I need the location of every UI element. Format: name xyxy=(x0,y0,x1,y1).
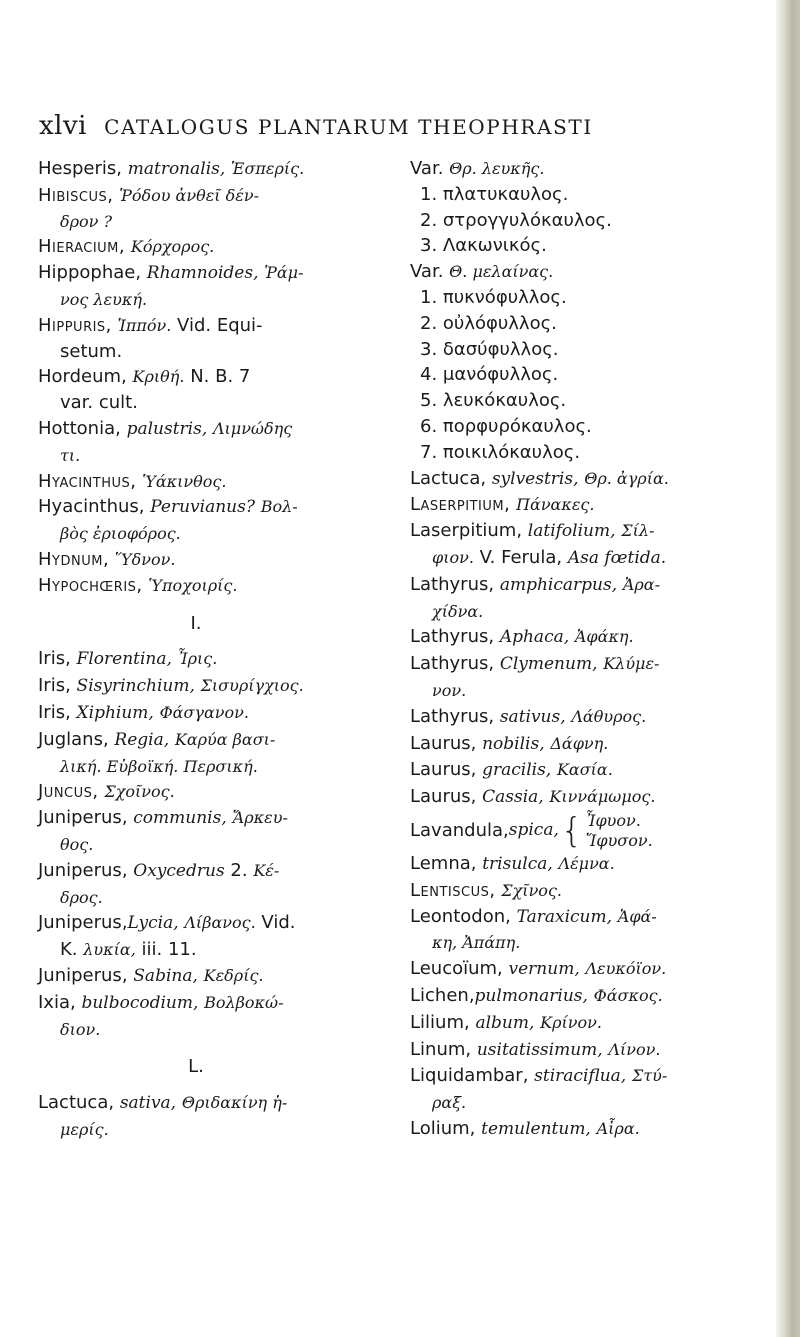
entry-leucoium: Leucoïum, vernum, Λευκόϊον. xyxy=(410,958,667,980)
running-head xyxy=(39,111,769,141)
variety-item: 2. στρογγυλόκαυλος. xyxy=(420,209,612,231)
entry-hypochoeris: Hypochœris, Ὑποχοιρίς. xyxy=(38,574,238,596)
entry-iris-xiphium: Iris, Xiphium, Φάσγανον. xyxy=(38,701,249,723)
entry-hottonia: Hottonia, palustris, Λιμνώδης xyxy=(38,417,293,439)
entry-juniperus-lycia: Juniperus,Lycia, Λίβανος. Vid. xyxy=(38,912,296,934)
entry-iris-florentina: Iris, Florentina, Ἶρις. xyxy=(38,648,218,670)
entry-lavandula: Lavandula, spica, { Ἶφυον. Ἴφυσον. xyxy=(410,810,653,851)
entry-laurus-cassia: Laurus, Cassia, Κιννάμωμος. xyxy=(410,786,656,808)
entry-juniperus-oxycedrus: Juniperus, Oxycedrus 2. Κέ- xyxy=(38,859,280,881)
entry-hyacinthus: Hyacinthus, Ὑάκινθος. xyxy=(38,470,227,492)
entry-leontodon: Leontodon, Taraxicum, Ἀφά- xyxy=(410,905,657,927)
entry-lathyrus-sativus: Lathyrus, sativus, Λάθυρος. xyxy=(410,705,647,727)
entry-lilium: Lilium, album, Κρίνον. xyxy=(410,1011,602,1033)
entry-lathyrus-clymenum: Lathyrus, Clymenum, Κλύμε- xyxy=(410,653,660,675)
entry-lemna: Lemna, trisulca, Λέμνα. xyxy=(410,852,615,874)
section-heading-l: L. xyxy=(188,1056,204,1078)
entry-lathyrus-amphicarpus: Lathyrus, amphicarpus, Ἀρα- xyxy=(410,573,660,595)
running-title: CATALOGUS PLANTARUM THEOPHRASTI xyxy=(104,115,593,139)
variety-item: 3. δασύφυλλος. xyxy=(420,338,559,360)
entry-laurus-gracilis: Laurus, gracilis, Κασία. xyxy=(410,759,613,781)
left-column: Hesperis, matronalis, Ἑσπερίς. Hibiscus, Ῥόδου ἀνθεῖ δέν- δρον ? Hieracium, Κόρχορος. Hippophae, Rhamnoides, Ῥάμ- νος λευκή. Hippuris, Ἱππόν. Vid. Equi- setum. Hordeum, Κριθή. N. B. 7 var. cult. Hottonia, palustris, Λιμνώδης τι. Hyacinthus, Ὑάκινθος. Hyacinthus, Peruvianus? Βολ- βὸς ἐριοφόρος. Hydnum, Ὕδνον. Hypochœris, Ὑποχοιρίς. I. Iris, Florentina, Ἶρις. Iris, Sisyrinchium, Σισυρίγχιος. Iris, Xiphium, Φάσγανον. Juglans, Regia, Καρύα βασι- λική. Εὐβοϊκή. Περσική. Juncus, Σχοῖνος. Juniperus, communis, Ἄρκευ- θος. Juniperus, Oxycedrus 2. Κέ- δρος. Juniperus,Lycia, Λίβανος. Vid. K. λυκία, iii. 11. Juniperus, Sabina, Κεδρίς. Ixia, bulbocodium, Βολβοκώ- διον. L. Lactuca, sativa, Θριδακίνη ἡ- μερίς. xyxy=(38,156,376,1143)
entry-linum: Linum, usitatissimum, Λίνον. xyxy=(410,1038,661,1060)
entry-hesperis: Hesperis, matronalis, Ἑσπερίς. xyxy=(38,158,305,179)
entry-juniperus-communis: Juniperus, communis, Ἄρκευ- xyxy=(38,807,288,829)
entry-lentiscus: Lentiscus, Σχῖνος. xyxy=(410,879,562,901)
entry-hyacinthus-peruvianus: Hyacinthus, Peruvianus? Βολ- xyxy=(38,496,298,518)
entry-lactuca-sativa: Lactuca, sativa, Θριδακίνη ἡ- xyxy=(38,1092,288,1114)
entry-ixia: Ixia, bulbocodium, Βολβοκώ- xyxy=(38,991,284,1013)
right-column: Var. Θρ. λευκῆς. 1. πλατυκαυλος. 2. στρογγυλόκαυλος. 3. Λακωνικός. Var. Θ. μελαίνας. 1. πυκνόφυλλος. 2. οὐλόφυλλος. 3. δασύφυλλος. 4. μανόφυλλος. 5. λευκόκαυλος. 6. πορφυρόκαυλος. 7. ποικιλόκαυλος. Lactuca, sylvestris, Θρ. ἀγρία. Laserpitium, Πάνακες. Laserpitium, latifolium, Σίλ- φιον. V. Ferula, Asa fœtida. Lathyrus, amphicarpus, Ἀρα- χίδνα. Lathyrus, Aphaca, Ἀφάκη. Lathyrus, Clymenum, Κλύμε- νον. Lathyrus, sativus, Λάθυρος. Laurus, nobilis, Δάφνη. Laurus, gracilis, Κασία. Laurus, Cassia, Κιννάμωμος. Lavandula, spica, { Ἶφυον. Ἴφυσον. Lemna, trisulca, Λέμνα. Lentiscus, Σχῖνος. Leontodon, Taraxicum, Ἀφά- κη, Ἀπάπη. Leucoïum, vernum, Λευκόϊον. Lichen,pulmonarius, Φάσκος. Lilium, album, Κρίνον. Linum, usitatissimum, Λίνον. Liquidambar, stiraciflua, Στύ- ραξ. Lolium, temulentum, Αἶρα. xyxy=(410,156,788,1143)
entry-juniperus-sabina: Juniperus, Sabina, Κεδρίς. xyxy=(38,964,264,986)
variety-item: 6. πορφυρόκαυλος. xyxy=(420,415,592,437)
entry-laurus-nobilis: Laurus, nobilis, Δάφνη. xyxy=(410,732,609,754)
entry-iris-sisyrinchium: Iris, Sisyrinchium, Σισυρίγχιος. xyxy=(38,675,304,697)
entry-hieracium: Hieracium, Κόρχορος. xyxy=(38,236,215,258)
entry-hordeum: Hordeum, Κριθή. N. B. 7 xyxy=(38,366,251,388)
entry-lathyrus-aphaca: Lathyrus, Aphaca, Ἀφάκη. xyxy=(410,626,634,648)
entry-laserpitium: Laserpitium, Πάνακες. xyxy=(410,494,595,516)
entry-hydnum: Hydnum, Ὕδνον. xyxy=(38,548,176,570)
variety-item: 4. μανόφυλλος. xyxy=(420,364,559,386)
entry-juglans: Juglans, Regia, Καρύα βασι- xyxy=(38,728,276,750)
entry-hippophae: Hippophae, Rhamnoides, Ῥάμ- xyxy=(38,262,304,284)
entry-liquidambar: Liquidambar, stiraciflua, Στύ- xyxy=(410,1065,668,1087)
entry-hippuris: Hippuris, Ἱππόν. Vid. Equi- xyxy=(38,314,263,336)
entry-laserpitium-latifolium: Laserpitium, latifolium, Σίλ- xyxy=(410,520,655,542)
variety-item: 7. ποικιλόκαυλος. xyxy=(420,441,581,463)
variety-black-heading: Var. Θ. μελαίνας. xyxy=(410,261,554,283)
section-heading-i: I. xyxy=(190,612,202,634)
entry-hibiscus: Hibiscus, Ῥόδου ἀνθεῖ δέν- xyxy=(38,184,259,206)
variety-item: 1. πυκνόφυλλος. xyxy=(420,286,567,308)
variety-white-heading: Var. Θρ. λευκῆς. xyxy=(410,158,545,179)
entry-lactuca-sylvestris: Lactuca, sylvestris, Θρ. ἀγρία. xyxy=(410,467,669,489)
entry-juncus: Juncus, Σχοῖνος. xyxy=(38,781,175,803)
entry-lolium: Lolium, temulentum, Αἶρα. xyxy=(410,1117,640,1139)
page-folio: xlvi xyxy=(39,111,87,141)
entry-lichen: Lichen,pulmonarius, Φάσκος. xyxy=(410,984,663,1006)
curly-brace-icon: { xyxy=(560,810,583,851)
variety-item: 1. πλατυκαυλος. xyxy=(420,183,569,205)
variety-item: 3. Λακωνικός. xyxy=(420,235,547,257)
variety-item: 2. οὐλόφυλλος. xyxy=(420,312,557,334)
variety-item: 5. λευκόκαυλος. xyxy=(420,390,567,412)
